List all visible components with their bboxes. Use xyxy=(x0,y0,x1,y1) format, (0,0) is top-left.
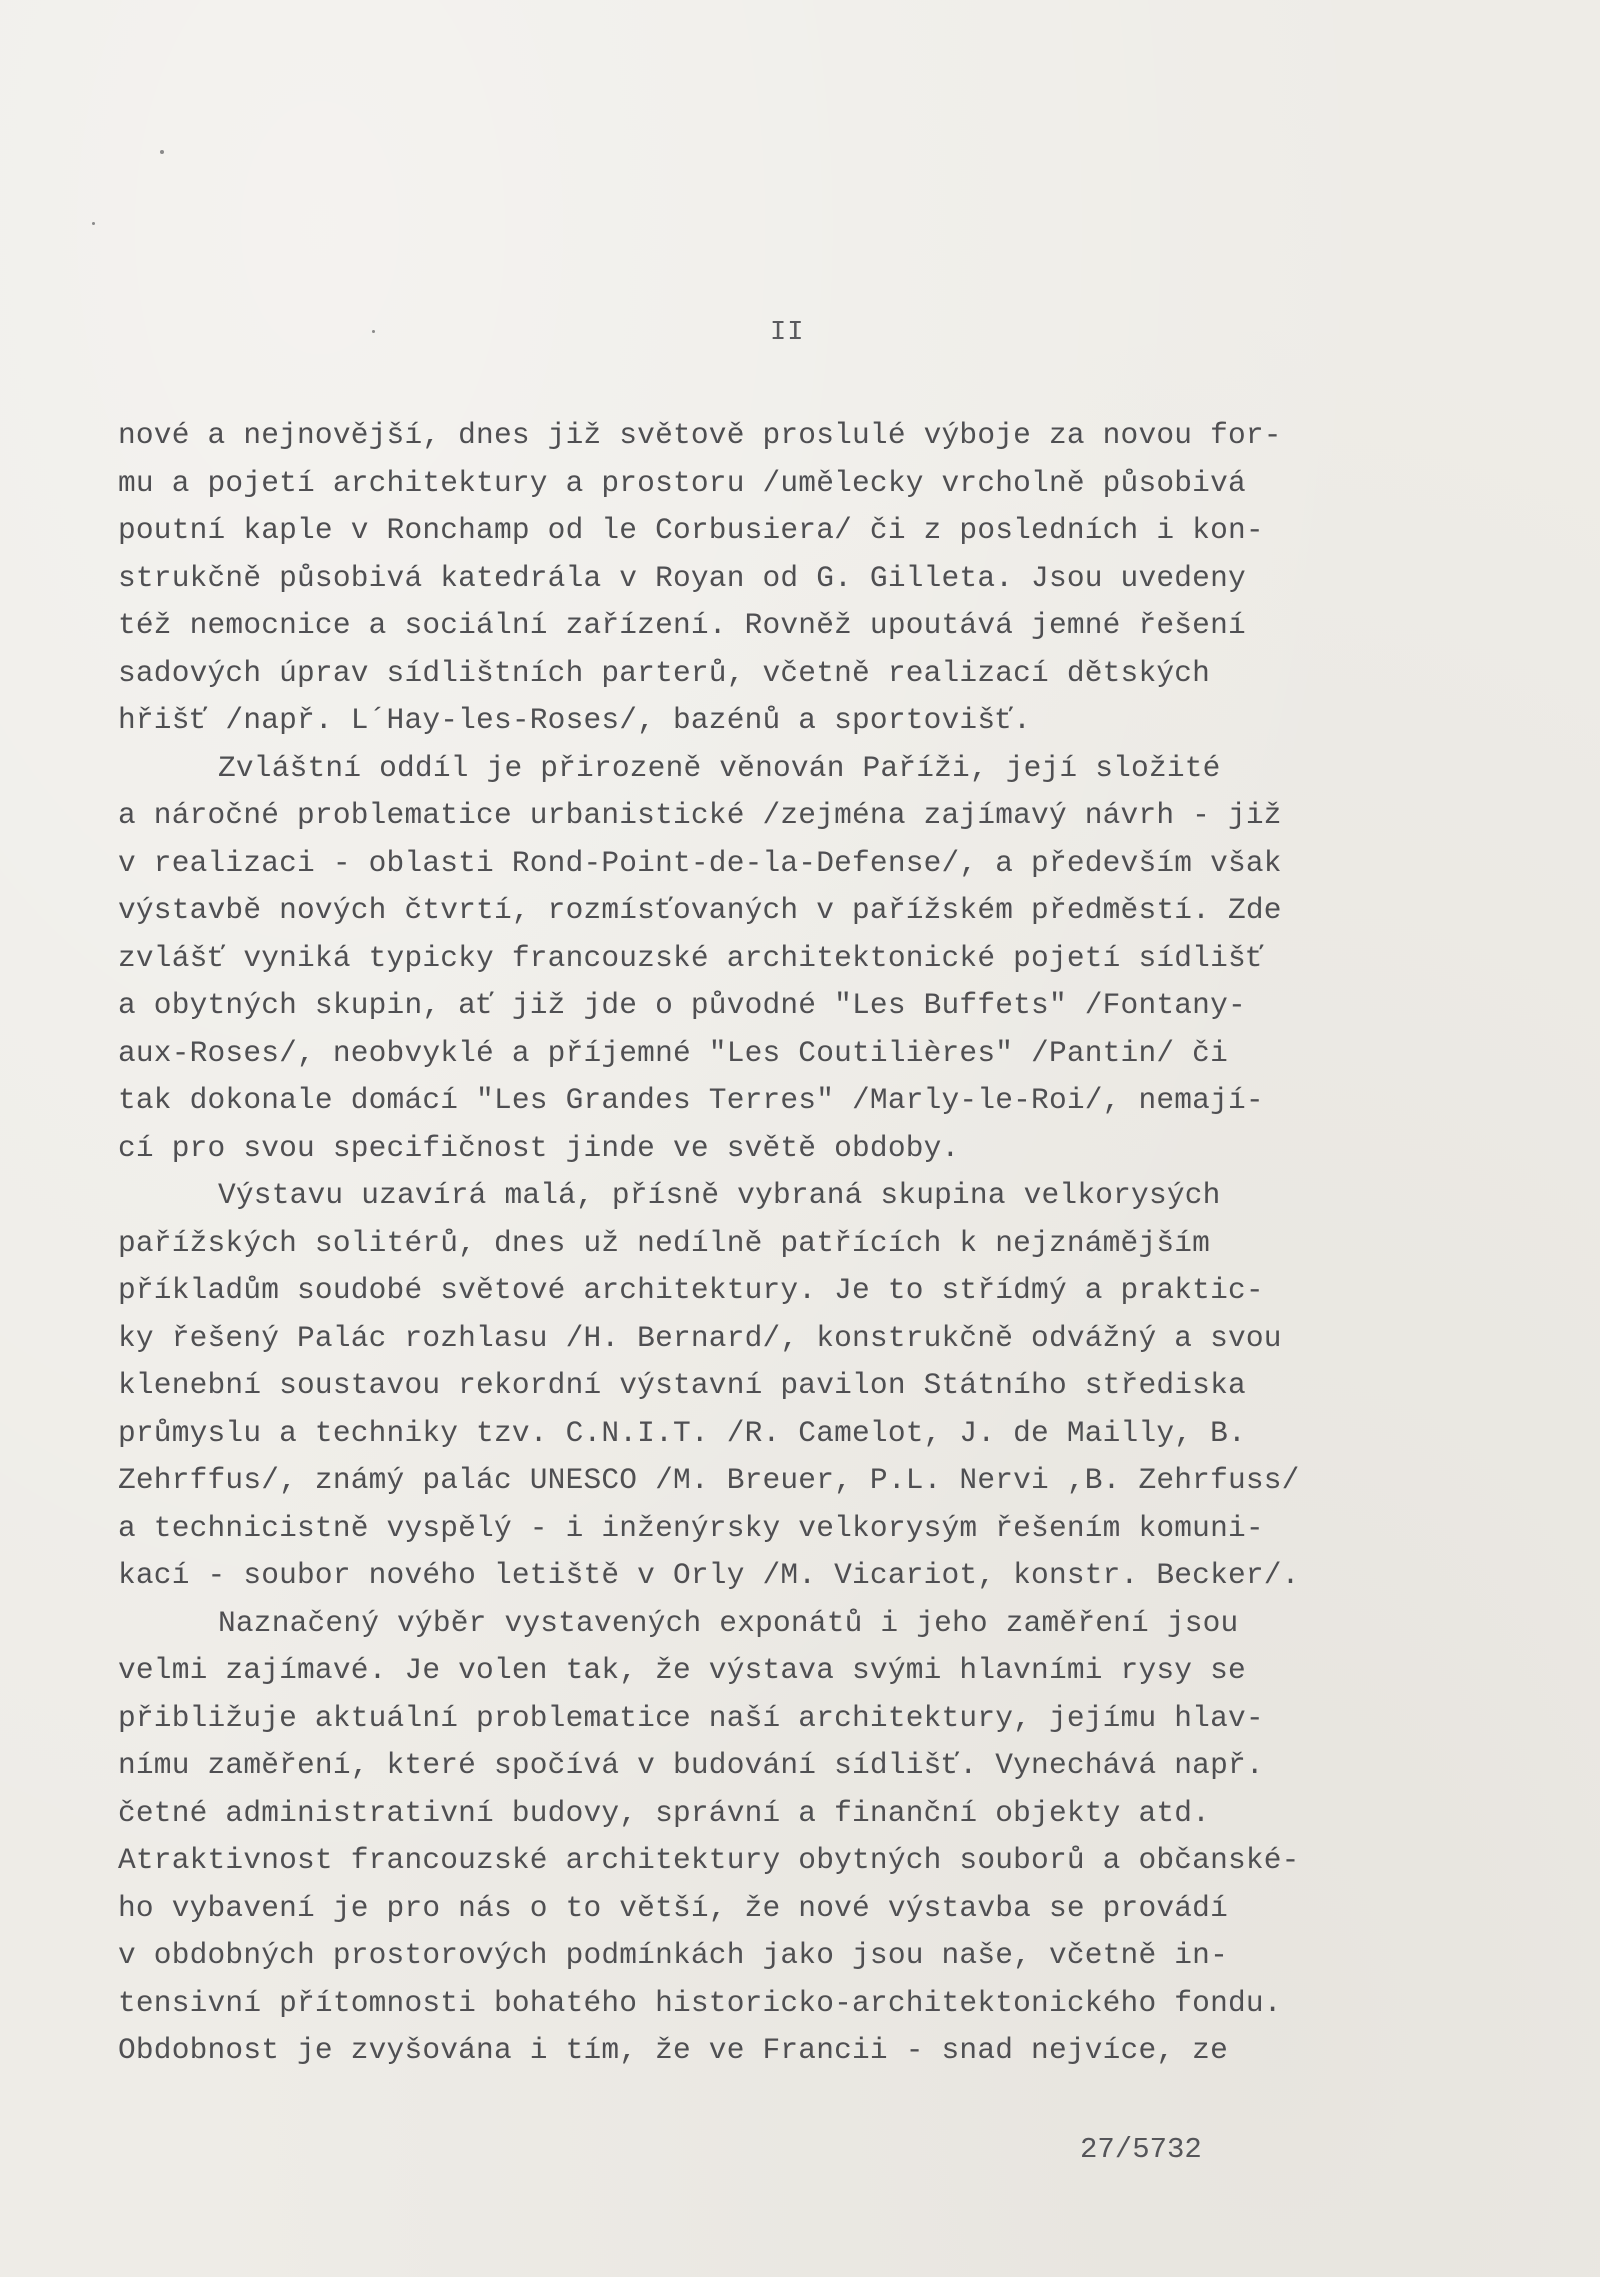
text-line: zvlášť vyniká typicky francouzské architektonické pojetí sídlišť xyxy=(118,940,1264,975)
text-line: a obytných skupin, ať již jde o původné "Les Buffets" /Fontany- xyxy=(118,988,1246,1022)
text-line: výstavbě nových čtvrtí, rozmísťovaných v pařížském předměstí. Zde xyxy=(118,893,1282,927)
text-line: velmi zajímavé. Je volen tak, že výstava svými hlavními rysy se xyxy=(118,1653,1246,1687)
text-line: Zehrffus/, známý palác UNESCO /M. Breuer, P.L. Nervi ,B. Zehrfuss/ xyxy=(118,1463,1300,1497)
text-line: Obdobnost je zvyšována i tím, že ve Francii - snad nejvíce, ze xyxy=(118,2033,1228,2067)
archive-number: 27/5732 xyxy=(1080,2133,1202,2166)
text-line: v realizaci - oblasti Rond-Point-de-la-Defense/, a především však xyxy=(118,845,1282,880)
text-line: hřišť /např. L´Hay-les-Roses/, bazénů a sportovišť. xyxy=(118,703,1032,737)
text-line: tak dokonale domácí "Les Grandes Terres" /Marly-le-Roi/, nemají- xyxy=(118,1083,1264,1117)
text-line: klenební soustavou rekordní výstavní pavilon Státního střediska xyxy=(118,1368,1246,1402)
text-line: aux-Roses/, neobvyklé a příjemné "Les Coutilières" /Pantin/ či xyxy=(118,1035,1228,1070)
paragraph-start-line: Zvláštní oddíl je přirozeně věnován Paříži, její složité xyxy=(218,750,1221,785)
text-line: v obdobných prostorových podmínkách jako jsou naše, včetně in- xyxy=(118,1938,1228,1972)
text-line: četné administrativní budovy, správní a finanční objekty atd. xyxy=(118,1795,1211,1830)
text-line: též nemocnice a sociální zařízení. Rovněž upoutává jemné řešení xyxy=(118,608,1246,642)
page-number: II xyxy=(770,318,805,348)
text-line: kací - soubor nového letiště v Orly /M. Vicariot, konstr. Becker/. xyxy=(118,1558,1300,1592)
text-line: nímu zaměření, které spočívá v budování sídlišť. Vynechává např. xyxy=(118,1748,1264,1782)
text-line: tensivní přítomnosti bohatého historicko-architektonického fondu. xyxy=(118,1985,1282,2020)
text-line: a náročné problematice urbanistické /zejména zajímavý návrh - již xyxy=(118,798,1282,832)
text-line: pařížských solitérů, dnes už nedílně patřících k nejznámějším xyxy=(118,1225,1211,1260)
paragraph-start-line: Naznačený výběr vystavených exponátů i jeho zaměření jsou xyxy=(218,1605,1239,1640)
paper-speck xyxy=(160,150,164,154)
text-line: sadových úprav sídlištních parterů, včetně realizací dětských xyxy=(118,655,1211,690)
text-line: průmyslu a techniky tzv. C.N.I.T. /R. Camelot, J. de Mailly, B. xyxy=(118,1415,1246,1450)
paper-speck xyxy=(92,222,95,225)
text-line: příkladům soudobé světové architektury. Je to střídmý a praktic- xyxy=(118,1273,1264,1307)
text-line: Atraktivnost francouzské architektury obytných souborů a občanské- xyxy=(118,1843,1300,1877)
text-line: ky řešený Palác rozhlasu /H. Bernard/, konstrukčně odvážný a svou xyxy=(118,1320,1282,1355)
paper-speck xyxy=(372,330,375,333)
text-line: nové a nejnovější, dnes již světově proslulé výboje za novou for- xyxy=(118,418,1282,452)
text-line: mu a pojetí architektury a prostoru /umělecky vrcholně působivá xyxy=(118,465,1246,500)
text-line: a technicistně vyspělý - i inženýrsky velkorysým řešením komuni- xyxy=(118,1510,1264,1545)
text-line: přibližuje aktuální problematice naší architektury, jejímu hlav- xyxy=(118,1700,1264,1735)
text-line: ho vybavení je pro nás o to větší, že nové výstavba se provádí xyxy=(118,1890,1228,1925)
text-line: cí pro svou specifičnost jinde ve světě obdoby. xyxy=(118,1130,960,1165)
text-line: strukčně působivá katedrála v Royan od G. Gilleta. Jsou uvedeny xyxy=(118,560,1246,595)
text-line: poutní kaple v Ronchamp od le Corbusiera/ či z posledních i kon- xyxy=(118,513,1264,547)
typewritten-body xyxy=(118,412,1488,2075)
paragraph-start-line: Výstavu uzavírá malá, přísně vybraná skupina velkorysých xyxy=(218,1178,1221,1212)
